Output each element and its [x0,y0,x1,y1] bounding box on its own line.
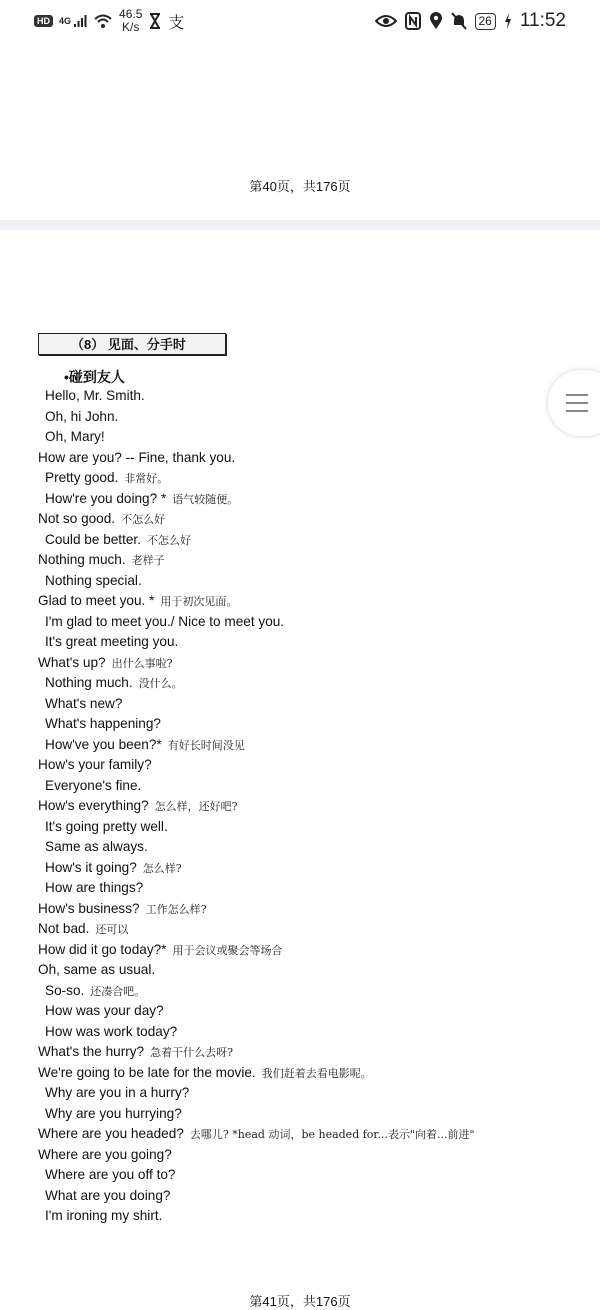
phrase-english: Nothing special. [45,572,142,588]
phrase-line [0,714,600,735]
phrase-line [0,448,600,469]
phrase-english: It's going pretty well. [45,818,168,834]
phrase-english: It's great meeting you. [45,634,179,649]
page-separator [0,220,600,230]
phrase-english: Why are you in a hurry? [45,1085,190,1100]
phrase-english: What's happening? [45,716,161,731]
phrase-english: Where are you headed? [38,1126,184,1141]
phrase-english: Why are you hurrying? [45,1105,182,1121]
phrase-english: What's up? [38,654,106,670]
phrase-line [0,735,600,756]
phrase-line [0,796,600,817]
phrase-line [0,755,600,776]
phrase-english: How are things? [45,880,144,895]
phrase-english: What's the hurry? [38,1044,145,1059]
phrase-english: Glad to meet you. * [38,593,155,608]
phrase-line [0,1083,600,1104]
phrase-english: Everyone's fine. [45,777,142,793]
status-left [34,8,184,34]
net-speed-value: 46.5 [119,7,143,21]
phrase-english: Could be better. [45,531,141,547]
phrase-english: How was your day? [45,1003,164,1018]
phrase-chinese-note: 用于会议或聚会等场合 [172,943,283,957]
phrase-english: How's everything? [38,798,149,813]
charging-icon [504,13,512,29]
menu-icon-line [566,410,588,412]
phrase-line [0,653,600,674]
page-number-top: 第40页，共176页 [249,179,351,194]
page-number-bottom: 第41页，共176页 [249,1294,351,1309]
phrase-line [0,468,600,489]
phrase-english: How did it go today?* [38,941,167,957]
phrase-line [0,878,600,899]
phrase-english: What are you doing? [45,1187,171,1203]
phrase-line [0,776,600,797]
phrase-line [0,1165,600,1186]
status-bar [0,0,600,42]
section-title: （8） 见面、分手时 [38,333,226,355]
phrase-line [0,632,600,653]
phrase-chinese-note: 我们赶着去看电影呢。 [261,1066,372,1080]
phrase-line [0,530,600,551]
phrase-line [0,612,600,633]
phrase-english: Where are you off to? [45,1167,176,1182]
phrase-line [0,427,600,448]
phrase-chinese-note: 语气较随便。 [172,492,239,506]
phrase-chinese-note: 还可以 [95,923,129,936]
hourglass-icon [148,13,162,29]
phrase-english: I'm glad to meet you./ Nice to meet you. [45,613,285,629]
signal-icon [73,14,87,28]
phrase-english: How was work today? [45,1023,178,1039]
phrase-list [0,386,600,1227]
phrase-chinese-note: 出什么事啦? [111,656,173,670]
phrase-line [0,1186,600,1207]
phrase-chinese-note: 老样子 [131,554,165,567]
phrase-english: Oh, hi John. [45,408,119,424]
phrase-line [0,1104,600,1125]
phrase-line [0,1063,600,1084]
phrase-line [0,919,600,940]
phrase-english: How are you? -- Fine, thank you. [38,449,236,465]
phrase-chinese-note: 不怎么好 [121,513,166,526]
network-type: 4G [59,16,72,26]
phrase-english: Oh, Mary! [45,429,105,444]
battery-indicator: 26 [475,13,496,30]
phrase-english: Where are you going? [38,1146,172,1162]
phrase-line [0,1124,600,1145]
phrase-english: What's new? [45,695,123,711]
phrase-english: How're you doing? * [45,490,167,506]
menu-icon-line [566,402,588,404]
phrase-line [0,1001,600,1022]
phrase-line [0,1022,600,1043]
phrase-chinese-note: 急着干什么去呀? [150,1046,234,1059]
phrase-english: How's it going? [45,859,137,875]
phrase-english: Not bad. [38,921,90,936]
phrase-chinese-note: 有好长时间没见 [167,738,245,752]
phrase-english: I'm ironing my shirt. [45,1208,163,1223]
phrase-chinese-note: 还凑合吧。 [90,984,146,998]
menu-icon [566,394,588,396]
phrase-chinese-note: 没什么。 [138,677,183,690]
phrase-line [0,981,600,1002]
net-speed [119,8,142,34]
phrase-english: Pretty good. [45,470,119,485]
phrase-chinese-note: 不怎么好 [146,533,191,547]
alipay-icon: 支 [168,14,185,32]
net-speed-unit: K/s [122,20,140,34]
clock: 11:52 [519,10,566,31]
wifi-icon [93,13,113,29]
phrase-chinese-note: 去哪儿? *head 动词，be headed for...表示"向着...前进" [189,1128,475,1141]
phrase-english: How's your family? [38,757,152,772]
phrase-english: Oh, same as usual. [38,962,156,977]
phrase-english: Nothing much. [45,675,133,690]
phrase-line [0,550,600,571]
phrase-line [0,407,600,428]
phrase-line [0,940,600,961]
phrase-line [0,386,600,407]
phrase-chinese-note: 非常好。 [124,472,169,485]
nfc-icon [405,12,421,30]
phrase-line [0,1145,600,1166]
phrase-line [0,899,600,920]
phrase-english: Same as always. [45,839,148,854]
phrase-line [0,673,600,694]
phrase-chinese-note: 用于初次见面。 [160,595,238,608]
phrase-line [0,837,600,858]
phrase-line [0,858,600,879]
phrase-english: Hello, Mr. Smith. [45,388,145,403]
phrase-line [0,509,600,530]
phrase-chinese-note: 怎么样，还好吧? [154,800,238,813]
phrase-line [0,489,600,510]
phrase-line [0,1206,600,1227]
phrase-line [0,1042,600,1063]
phrase-english: How've you been?* [45,736,162,752]
phrase-english: Not so good. [38,511,116,526]
location-icon [429,12,443,30]
phrase-chinese-note: 工作怎么样? [145,902,207,916]
eye-icon [375,14,397,28]
phrase-english: So-so. [45,982,85,998]
phrase-chinese-note: 怎么样? [142,861,182,875]
phrase-english: Nothing much. [38,552,126,567]
phrase-line [0,694,600,715]
mute-icon [451,12,467,30]
phrase-line [0,591,600,612]
hd-badge: HD [34,15,53,27]
status-right [375,10,567,32]
subheading: •碰到友人 [64,369,125,385]
phrase-line [0,571,600,592]
phrase-english: We're going to be late for the movie. [38,1064,256,1080]
phrase-english: How's business? [38,900,140,916]
phrase-line [0,817,600,838]
phrase-line [0,960,600,981]
